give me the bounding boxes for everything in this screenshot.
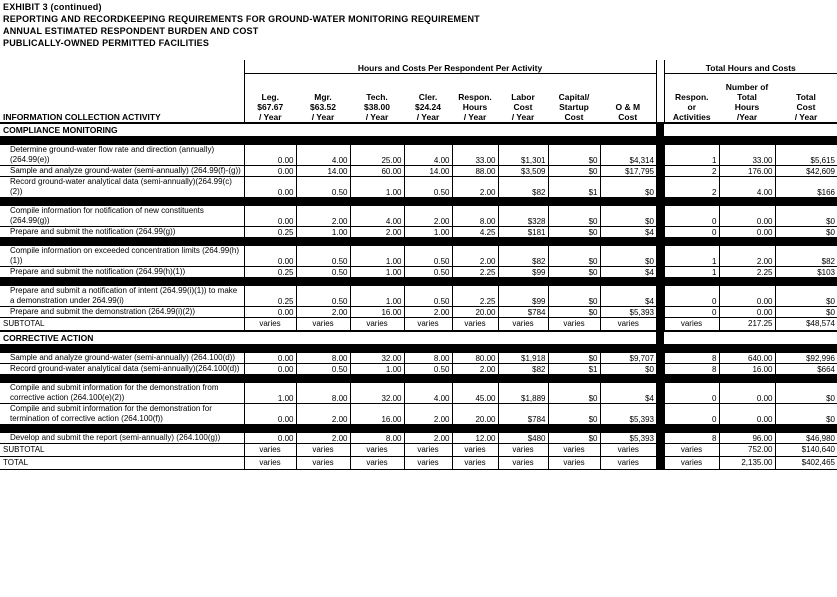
leg-hours-cell: 0.00 [244, 145, 296, 166]
om-cost-cell: $4,314 [600, 145, 656, 166]
facility-type: PUBLICALLY-OWNED PERMITTED FACILITIES [3, 38, 210, 48]
column-divider [656, 226, 664, 237]
leg-hours-cell: 0.00 [244, 246, 296, 267]
row-label: SUBTOTAL [0, 443, 244, 456]
total-cost-cell: $0 [775, 403, 837, 424]
respondents-cell: varies [664, 443, 719, 456]
tech-hours-cell: 2.00 [350, 226, 404, 237]
table-row [0, 266, 837, 277]
leg-hours-cell: 0.25 [244, 286, 296, 307]
table-row [0, 145, 837, 166]
leg-hours-cell: 1.00 [244, 383, 296, 404]
om-cost-cell: $5,393 [600, 403, 656, 424]
respon-hours-cell: 2.00 [452, 176, 498, 197]
respondents-cell: 0 [664, 383, 719, 404]
total-hours-cell: 0.00 [719, 286, 775, 307]
table-row [0, 206, 837, 227]
labor-cost-cell: $99 [498, 266, 548, 277]
respondents-cell: varies [664, 456, 719, 469]
column-divider [656, 176, 664, 197]
table-row [0, 306, 837, 317]
labor-cost-cell: $82 [498, 363, 548, 374]
subtotal-row [0, 317, 837, 331]
leg-hours-cell: 0.00 [244, 165, 296, 176]
tech-hours-cell: 1.00 [350, 246, 404, 267]
respon-hours-cell: varies [452, 317, 498, 331]
respon-hours-cell: 2.25 [452, 286, 498, 307]
mgr-hours-cell: varies [296, 456, 350, 469]
cler-hours-cell: 0.50 [404, 363, 452, 374]
table-row [0, 403, 837, 424]
om-cost-cell: $17,795 [600, 165, 656, 176]
leg-hours-cell: 0.00 [244, 433, 296, 444]
om-cost-cell: $4 [600, 226, 656, 237]
respondents-cell: 1 [664, 246, 719, 267]
header-cler: Cler. $24.24 / Year [415, 91, 441, 122]
column-divider [656, 363, 664, 374]
column-divider [656, 317, 664, 331]
om-cost-cell: varies [600, 443, 656, 456]
header-activity: INFORMATION COLLECTION ACTIVITY [3, 111, 161, 122]
column-divider [656, 443, 664, 456]
capital-cost-cell: $0 [548, 353, 600, 364]
burden-table [0, 60, 837, 470]
total-hours-cell: 217.25 [719, 317, 775, 331]
table-row [0, 353, 837, 364]
group-header-row [0, 60, 837, 74]
capital-cost-cell: $0 [548, 206, 600, 227]
cler-hours-cell: 2.00 [404, 306, 452, 317]
leg-hours-cell: 0.25 [244, 266, 296, 277]
mgr-hours-cell: 2.00 [296, 206, 350, 227]
labor-cost-cell: $82 [498, 246, 548, 267]
exhibit-label: EXHIBIT 3 (continued) [3, 2, 102, 12]
respon-hours-cell: 12.00 [452, 433, 498, 444]
section-corrective [0, 331, 837, 345]
total-hours-cell: 33.00 [719, 145, 775, 166]
document-title: REPORTING AND RECORDKEEPING REQUIREMENTS FOR GROUND-WATER MONITORING REQUIREMENT [3, 14, 480, 24]
leg-hours-cell: varies [244, 443, 296, 456]
labor-cost-cell: $1,889 [498, 383, 548, 404]
leg-hours-cell: 0.00 [244, 353, 296, 364]
total-hours-cell: 0.00 [719, 403, 775, 424]
group-header-per-activity: Hours and Costs Per Respondent Per Activity [244, 60, 656, 74]
total-cost-cell: $166 [775, 176, 837, 197]
header-total-cost: Total Cost / Year [794, 91, 818, 122]
header-hours: Respon. Hours / Year [458, 91, 492, 122]
activity-cell: Prepare and submit the demonstration (264.99(i)(2)) [0, 306, 244, 317]
tech-hours-cell: varies [350, 456, 404, 469]
cler-hours-cell: 0.50 [404, 266, 452, 277]
activity-cell: Compile information for notification of new constituents (264.99(g)) [0, 206, 244, 227]
respon-hours-cell: 33.00 [452, 145, 498, 166]
header-leg: Leg. $67.67 / Year [244, 74, 296, 123]
cler-hours-cell: 4.00 [404, 383, 452, 404]
mgr-hours-cell: 2.00 [296, 403, 350, 424]
column-divider [656, 456, 664, 469]
column-divider [656, 306, 664, 317]
respondents-cell: 2 [664, 165, 719, 176]
total-cost-cell: $46,980 [775, 433, 837, 444]
om-cost-cell: $0 [600, 206, 656, 227]
capital-cost-cell: $0 [548, 226, 600, 237]
om-cost-cell: $9,707 [600, 353, 656, 364]
capital-cost-cell: $0 [548, 383, 600, 404]
mgr-hours-cell: varies [296, 443, 350, 456]
total-hours-cell: 96.00 [719, 433, 775, 444]
leg-hours-cell: 0.00 [244, 206, 296, 227]
total-cost-cell: $402,465 [775, 456, 837, 469]
tech-hours-cell: 16.00 [350, 306, 404, 317]
labor-cost-cell: $784 [498, 403, 548, 424]
mgr-hours-cell: 8.00 [296, 353, 350, 364]
respon-hours-cell: 88.00 [452, 165, 498, 176]
table-row [0, 226, 837, 237]
total-cost-cell: $0 [775, 306, 837, 317]
mgr-hours-cell: 14.00 [296, 165, 350, 176]
tech-hours-cell: 1.00 [350, 286, 404, 307]
leg-hours-cell: 0.00 [244, 306, 296, 317]
column-divider [656, 286, 664, 307]
header-total-hours: Number of Total Hours /Year [725, 81, 769, 122]
tech-hours-cell: 1.00 [350, 176, 404, 197]
respondents-cell: 8 [664, 433, 719, 444]
respondents-cell: 0 [664, 226, 719, 237]
group-header-total: Total Hours and Costs [664, 60, 837, 74]
leg-hours-cell: 0.00 [244, 403, 296, 424]
respondents-cell: 8 [664, 353, 719, 364]
capital-cost-cell: $0 [548, 306, 600, 317]
document-subtitle: ANNUAL ESTIMATED RESPONDENT BURDEN AND COST [3, 26, 259, 36]
total-hours-cell: 176.00 [719, 165, 775, 176]
activity-cell: Sample and analyze ground-water (semi-annually) (264.100(d)) [0, 353, 244, 364]
tech-hours-cell: 1.00 [350, 266, 404, 277]
total-cost-cell: $0 [775, 286, 837, 307]
capital-cost-cell: $0 [548, 433, 600, 444]
total-hours-cell: 752.00 [719, 443, 775, 456]
table-row [0, 363, 837, 374]
respondents-cell: 1 [664, 266, 719, 277]
total-row [0, 456, 837, 469]
tech-hours-cell: varies [350, 443, 404, 456]
activity-cell: Sample and analyze ground-water (semi-annually) (264.99(f)-(g)) [0, 165, 244, 176]
cler-hours-cell: 2.00 [404, 403, 452, 424]
activity-cell: Prepare and submit the notification (264.99(g)) [0, 226, 244, 237]
respon-hours-cell: 80.00 [452, 353, 498, 364]
column-divider [656, 353, 664, 364]
table-row [0, 433, 837, 444]
tech-hours-cell: 4.00 [350, 206, 404, 227]
total-hours-cell: 640.00 [719, 353, 775, 364]
total-hours-cell: 2,135.00 [719, 456, 775, 469]
respondents-cell: 0 [664, 206, 719, 227]
table-row [0, 383, 837, 404]
column-divider [656, 433, 664, 444]
mgr-hours-cell: 8.00 [296, 383, 350, 404]
mgr-hours-cell: 0.50 [296, 266, 350, 277]
activity-cell: Develop and submit the report (semi-annually) (264.100(g)) [0, 433, 244, 444]
activity-cell: Compile and submit information for the demonstration from corrective action (264.100(e)(2)) [0, 383, 244, 404]
mgr-hours-cell: 0.50 [296, 246, 350, 267]
activity-cell: Determine ground-water flow rate and direction (annually)(264.99(e)) [0, 145, 244, 166]
activity-cell: Record ground-water analytical data (semi-annually)(264.100(d)) [0, 363, 244, 374]
tech-hours-cell: 8.00 [350, 433, 404, 444]
respon-hours-cell: 45.00 [452, 383, 498, 404]
om-cost-cell: varies [600, 317, 656, 331]
capital-cost-cell: $1 [548, 363, 600, 374]
table-row [0, 176, 837, 197]
mgr-hours-cell: 0.50 [296, 176, 350, 197]
respon-hours-cell: 20.00 [452, 403, 498, 424]
column-divider [656, 206, 664, 227]
respondents-cell: 8 [664, 363, 719, 374]
mgr-hours-cell: 2.00 [296, 306, 350, 317]
labor-cost-cell: $480 [498, 433, 548, 444]
mgr-hours-cell: 1.00 [296, 226, 350, 237]
column-divider [656, 165, 664, 176]
om-cost-cell: $4 [600, 286, 656, 307]
leg-hours-cell: 0.00 [244, 176, 296, 197]
total-hours-cell: 0.00 [719, 206, 775, 227]
column-divider [656, 246, 664, 267]
cler-hours-cell: 0.50 [404, 176, 452, 197]
om-cost-cell: $5,393 [600, 306, 656, 317]
total-hours-cell: 16.00 [719, 363, 775, 374]
om-cost-cell: $0 [600, 176, 656, 197]
labor-cost-cell: $1,918 [498, 353, 548, 364]
activity-cell: Record ground-water analytical data (semi-annually)(264.99(c)(2)) [0, 176, 244, 197]
capital-cost-cell: $0 [548, 286, 600, 307]
cler-hours-cell: varies [404, 456, 452, 469]
respon-hours-cell: 20.00 [452, 306, 498, 317]
total-cost-cell: $42,609 [775, 165, 837, 176]
respon-hours-cell: 8.00 [452, 206, 498, 227]
section-title-compliance: COMPLIANCE MONITORING [0, 123, 656, 137]
cler-hours-cell: 14.00 [404, 165, 452, 176]
capital-cost-cell: $0 [548, 266, 600, 277]
tech-hours-cell: 16.00 [350, 403, 404, 424]
total-cost-cell: $103 [775, 266, 837, 277]
column-divider [656, 383, 664, 404]
total-cost-cell: $82 [775, 246, 837, 267]
labor-cost-cell: $181 [498, 226, 548, 237]
leg-hours-cell: 0.25 [244, 226, 296, 237]
leg-hours-cell: 0.00 [244, 363, 296, 374]
column-header-row [0, 74, 837, 123]
om-cost-cell: $5,393 [600, 433, 656, 444]
respon-hours-cell: 2.00 [452, 363, 498, 374]
column-divider [656, 145, 664, 166]
capital-cost-cell: varies [548, 317, 600, 331]
labor-cost-cell: varies [498, 456, 548, 469]
cler-hours-cell: varies [404, 317, 452, 331]
cler-hours-cell: 2.00 [404, 206, 452, 227]
labor-cost-cell: $99 [498, 286, 548, 307]
total-hours-cell: 2.25 [719, 266, 775, 277]
tech-hours-cell: 32.00 [350, 383, 404, 404]
header-tech: Tech. $38.00 / Year [364, 91, 390, 122]
mgr-hours-cell: 2.00 [296, 433, 350, 444]
header-respon: Respon. or Activities [664, 74, 719, 123]
table-row [0, 286, 837, 307]
total-cost-cell: $0 [775, 226, 837, 237]
capital-cost-cell: $0 [548, 403, 600, 424]
respon-hours-cell: 2.00 [452, 246, 498, 267]
activity-cell: Prepare and submit the notification (264.99(h)(1)) [0, 266, 244, 277]
capital-cost-cell: varies [548, 443, 600, 456]
cler-hours-cell: 0.50 [404, 246, 452, 267]
total-cost-cell: $48,574 [775, 317, 837, 331]
total-cost-cell: $140,640 [775, 443, 837, 456]
respondents-cell: 1 [664, 145, 719, 166]
labor-cost-cell: $3,509 [498, 165, 548, 176]
capital-cost-cell: $0 [548, 145, 600, 166]
om-cost-cell: varies [600, 456, 656, 469]
table-row [0, 246, 837, 267]
header-capital: Capital/ Startup Cost [558, 91, 590, 122]
total-cost-cell: $0 [775, 383, 837, 404]
row-label: TOTAL [0, 456, 244, 469]
column-divider [656, 266, 664, 277]
respondents-cell: 0 [664, 306, 719, 317]
respondents-cell: varies [664, 317, 719, 331]
header-mgr: Mgr. $63.52 / Year [310, 91, 336, 122]
tech-hours-cell: 32.00 [350, 353, 404, 364]
om-cost-cell: $4 [600, 266, 656, 277]
total-hours-cell: 0.00 [719, 306, 775, 317]
cler-hours-cell: 8.00 [404, 353, 452, 364]
om-cost-cell: $4 [600, 383, 656, 404]
tech-hours-cell: 60.00 [350, 165, 404, 176]
table-row [0, 165, 837, 176]
labor-cost-cell: $784 [498, 306, 548, 317]
activity-cell: Prepare and submit a notification of intent (264.99(i)(1)) to make a demonstration under 264.99(i) [0, 286, 244, 307]
activity-cell: Compile information on exceeded concentration limits (264.99(h)(1)) [0, 246, 244, 267]
mgr-hours-cell: 0.50 [296, 286, 350, 307]
total-cost-cell: $5,615 [775, 145, 837, 166]
header-labor: Labor Cost / Year [511, 91, 535, 122]
respon-hours-cell: 2.25 [452, 266, 498, 277]
tech-hours-cell: varies [350, 317, 404, 331]
respondents-cell: 0 [664, 403, 719, 424]
mgr-hours-cell: 4.00 [296, 145, 350, 166]
tech-hours-cell: 25.00 [350, 145, 404, 166]
om-cost-cell: $0 [600, 246, 656, 267]
activity-cell: Compile and submit information for the demonstration for termination of corrective action (264.100(f)) [0, 403, 244, 424]
cler-hours-cell: 1.00 [404, 226, 452, 237]
respon-hours-cell: 4.25 [452, 226, 498, 237]
om-cost-cell: $0 [600, 363, 656, 374]
total-cost-cell: $92,996 [775, 353, 837, 364]
total-hours-cell: 4.00 [719, 176, 775, 197]
labor-cost-cell: varies [498, 317, 548, 331]
labor-cost-cell: $82 [498, 176, 548, 197]
leg-hours-cell: varies [244, 456, 296, 469]
row-label: SUBTOTAL [0, 317, 244, 331]
capital-cost-cell: $0 [548, 246, 600, 267]
tech-hours-cell: 1.00 [350, 363, 404, 374]
capital-cost-cell: varies [548, 456, 600, 469]
subtotal-row [0, 443, 837, 456]
total-hours-cell: 0.00 [719, 226, 775, 237]
column-divider [656, 403, 664, 424]
section-compliance [0, 123, 837, 137]
mgr-hours-cell: 0.50 [296, 363, 350, 374]
leg-hours-cell: varies [244, 317, 296, 331]
respondents-cell: 0 [664, 286, 719, 307]
labor-cost-cell: $1,301 [498, 145, 548, 166]
cler-hours-cell: varies [404, 443, 452, 456]
total-cost-cell: $0 [775, 206, 837, 227]
mgr-hours-cell: varies [296, 317, 350, 331]
capital-cost-cell: $1 [548, 176, 600, 197]
total-hours-cell: 0.00 [719, 383, 775, 404]
header-om: O & M Cost [615, 101, 641, 122]
section-title-corrective: CORRECTIVE ACTION [0, 331, 656, 345]
labor-cost-cell: $328 [498, 206, 548, 227]
cler-hours-cell: 0.50 [404, 286, 452, 307]
cler-hours-cell: 4.00 [404, 145, 452, 166]
respon-hours-cell: varies [452, 443, 498, 456]
respondents-cell: 2 [664, 176, 719, 197]
capital-cost-cell: $0 [548, 165, 600, 176]
cler-hours-cell: 2.00 [404, 433, 452, 444]
total-cost-cell: $664 [775, 363, 837, 374]
respon-hours-cell: varies [452, 456, 498, 469]
total-hours-cell: 2.00 [719, 246, 775, 267]
labor-cost-cell: varies [498, 443, 548, 456]
